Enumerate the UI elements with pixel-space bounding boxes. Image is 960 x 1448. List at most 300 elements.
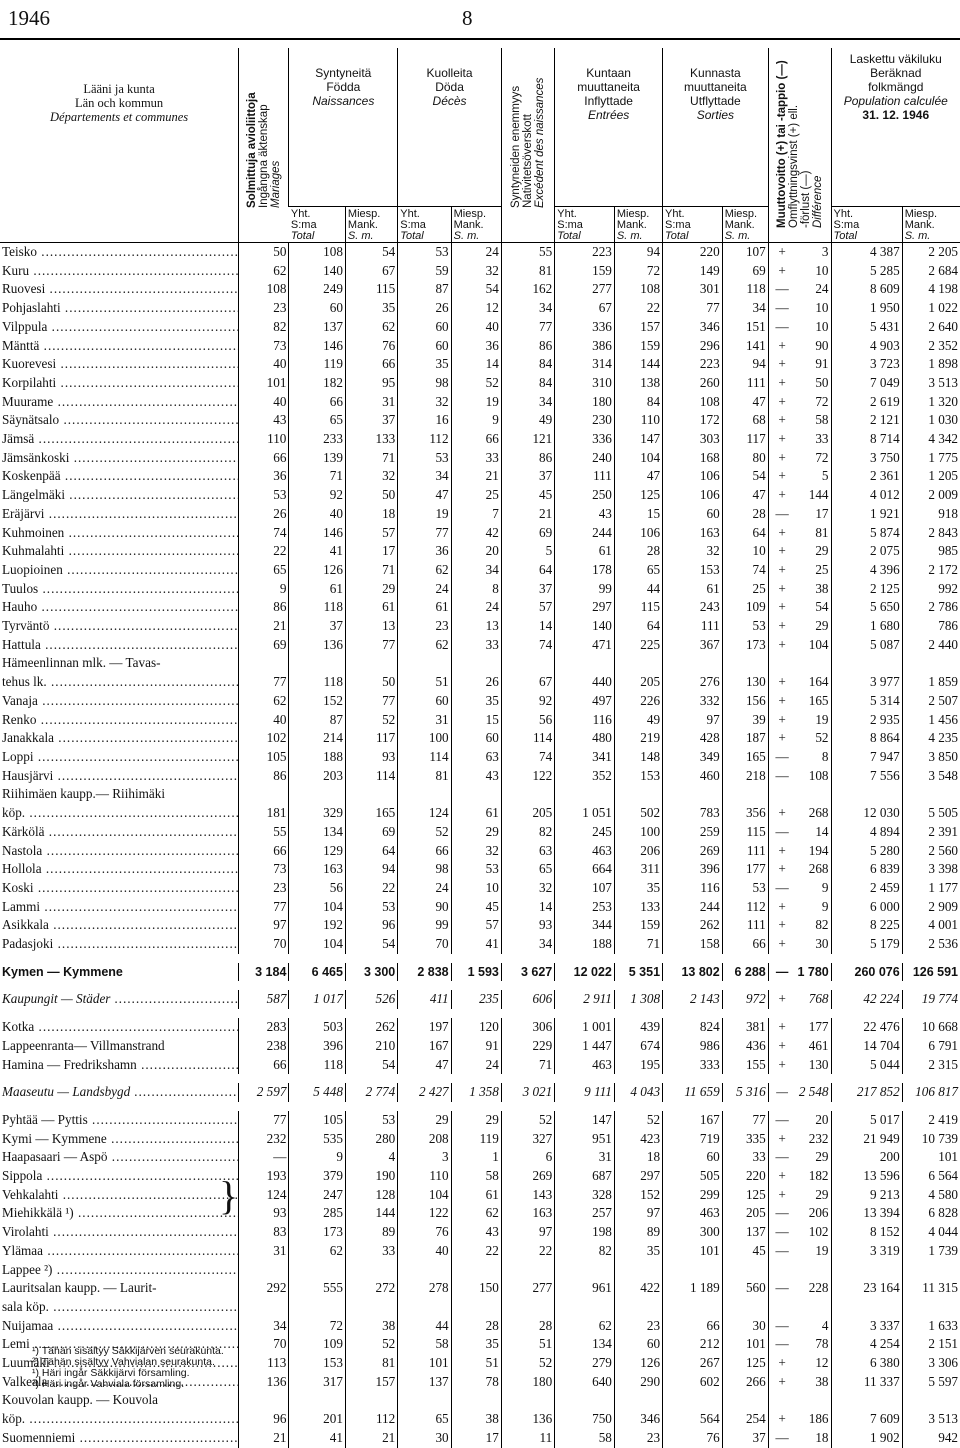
cell-im: 152 [614, 1186, 662, 1205]
cell-bt: 41 [289, 1429, 346, 1448]
cell-dt: 208 [398, 1130, 451, 1149]
cell-df: 8 [821, 748, 829, 764]
statistics-table-wrap [0, 48, 960, 1448]
pop-header-4: Population calculée [843, 94, 948, 108]
cell-pt: 7 947 [831, 748, 902, 767]
births-header [289, 48, 398, 207]
cell-ex: 136 [501, 1410, 554, 1429]
row-name [0, 879, 239, 898]
cell-om: 69 [722, 262, 768, 281]
footnotes [32, 1346, 224, 1390]
row-name-text: Ruovesi ..... [2, 281, 239, 296]
outmig-header-3: Utflyttade [690, 94, 741, 108]
cell-om: 356 [722, 804, 768, 823]
cell-ot [663, 1391, 723, 1410]
cell-bt: 104 [289, 935, 346, 954]
cell-sg: + [768, 486, 795, 505]
cell-pt: 12 030 [831, 804, 902, 823]
row-name [0, 374, 239, 393]
cell-ex: 11 [501, 1429, 554, 1448]
cell-df: 268 [808, 861, 829, 877]
cell-sg: + [768, 467, 795, 486]
deaths-header-fi: Kuolleita [426, 66, 473, 80]
cell-dt: 61 [398, 598, 451, 617]
cell-ot: 303 [663, 430, 723, 449]
cell-pt [831, 1261, 902, 1280]
cell-dm: 45 [451, 898, 501, 917]
cell-it: 62 [555, 1317, 615, 1336]
cell-df: 19 [815, 711, 829, 727]
pop-header-5: 31. 12. 1946 [862, 108, 930, 122]
cell-sg: — [768, 963, 795, 982]
cell-bt: 37 [289, 617, 346, 636]
cell-bm: 280 [345, 1130, 397, 1149]
cell-bt: 192 [289, 916, 346, 935]
cell-pt: 4 012 [831, 486, 902, 505]
cell-ot [663, 785, 723, 804]
cell-sg: + [768, 935, 795, 954]
row-name-text: Kymi — Kymmene ..... [2, 1131, 239, 1146]
cell-pm: 2 151 [902, 1335, 960, 1354]
table-row [0, 1083, 960, 1102]
cell-dt: 124 [398, 804, 451, 823]
cell-pt: 2 121 [831, 411, 902, 430]
cell-ot: 300 [663, 1223, 723, 1242]
cell-im: 205 [614, 673, 662, 692]
cell-bt: 40 [289, 505, 346, 524]
cell-bm: 77 [345, 636, 397, 655]
cell-pt: 3 319 [831, 1242, 902, 1261]
cell-dm: 1 [451, 1148, 501, 1167]
cell-im: 52 [614, 1111, 662, 1130]
cell-df: 29 [815, 1186, 829, 1202]
inmigration-header [555, 48, 663, 207]
cell-dm: 8 [451, 580, 501, 599]
cell-im: 138 [614, 374, 662, 393]
cell-it: 67 [555, 299, 615, 318]
table-row [0, 711, 960, 730]
cell-sg: + [768, 1186, 795, 1205]
cell-it: 352 [555, 767, 615, 786]
cell-pt: 2 935 [831, 711, 902, 730]
cell-ex: 56 [501, 711, 554, 730]
cell-bt: 233 [289, 430, 346, 449]
cell-ot: 269 [663, 842, 723, 861]
cell-dm: 35 [451, 692, 501, 711]
cell-ex: 327 [501, 1130, 554, 1149]
table-row [0, 430, 960, 449]
cell-it: 245 [555, 823, 615, 842]
cell-bt: 60 [289, 299, 346, 318]
row-name [0, 823, 239, 842]
cell-pm: 6 564 [902, 1167, 960, 1186]
cell-bm: 77 [345, 692, 397, 711]
cell-df: 5 [821, 468, 829, 484]
row-name [0, 1204, 239, 1223]
cell-ot: 349 [663, 748, 723, 767]
cell-pt: 3 337 [831, 1317, 902, 1336]
cell-om: 220 [722, 1167, 768, 1186]
cell-df: 81 [815, 524, 829, 540]
cell-mar: 70 [239, 935, 289, 954]
row-name-text: Lemi ..... [2, 1336, 239, 1351]
cell-it: 198 [555, 1223, 615, 1242]
cell-bt: 214 [289, 729, 346, 748]
cell-dt: 59 [398, 262, 451, 281]
cell-dm: 25 [451, 486, 501, 505]
cell-dt [398, 1261, 451, 1280]
cell-pm: 4 342 [902, 430, 960, 449]
cell-pm: 1 775 [902, 449, 960, 468]
cell-om: 155 [722, 1056, 768, 1075]
cell-df [795, 1391, 831, 1410]
cell-dt: 53 [398, 449, 451, 468]
cell-dm: 34 [451, 561, 501, 580]
cell-bm: 64 [345, 842, 397, 861]
cell-mar: 9 [239, 580, 289, 599]
cell-ex: 163 [501, 1204, 554, 1223]
cell-df: 78 [815, 1336, 829, 1352]
cell-df: 91 [815, 356, 829, 372]
cell-bt: 136 [289, 636, 346, 655]
table-body [0, 243, 960, 1448]
cell-sg: — [768, 879, 795, 898]
cell-df: 164 [808, 674, 829, 690]
row-name-text: Mänttä ..... [2, 338, 239, 353]
cell-it: 134 [555, 1335, 615, 1354]
cell-mar: 77 [239, 898, 289, 917]
cell-mar: 83 [239, 1223, 289, 1242]
row-name [0, 1317, 239, 1336]
cell-om: 254 [722, 1410, 768, 1429]
cell-pt: 260 076 [831, 963, 902, 982]
cell-bt: 118 [289, 1056, 346, 1075]
cell-dt: 76 [398, 1223, 451, 1242]
cell-bt: 105 [289, 1111, 346, 1130]
cell-im: 219 [614, 729, 662, 748]
cell-im: 311 [614, 860, 662, 879]
cell-pm: 10 739 [902, 1130, 960, 1149]
cell-bm: 81 [345, 1354, 397, 1373]
row-name [0, 842, 239, 861]
table-row [0, 467, 960, 486]
row-name-text: tehus lk. ..... [2, 674, 239, 689]
cell-bm: 32 [345, 467, 397, 486]
cell-sg: + [768, 898, 795, 917]
cell-pt: 5 087 [831, 636, 902, 655]
cell-pm: 2 419 [902, 1111, 960, 1130]
row-name-text: Vanaja ..... [2, 693, 239, 708]
cell-dt: 53 [398, 243, 451, 262]
cell-it: 297 [555, 598, 615, 617]
row-name-text: köp. ..... [2, 805, 239, 820]
cell-dm: 54 [451, 280, 501, 299]
row-name [0, 486, 239, 505]
row-name [0, 860, 239, 879]
cell-pt: 217 852 [831, 1083, 902, 1102]
cell-mar: 101 [239, 374, 289, 393]
cell-om: 173 [722, 636, 768, 655]
cell-sg: + [768, 729, 795, 748]
cell-ex: 34 [501, 935, 554, 954]
row-name-text: Kuhmoinen ..... [2, 525, 239, 540]
table-row [0, 337, 960, 356]
cell-sg: + [768, 636, 795, 655]
table-row [0, 1391, 960, 1410]
cell-ex: 86 [501, 337, 554, 356]
cell-mar: 66 [239, 842, 289, 861]
table-row [0, 1018, 960, 1037]
cell-it: 336 [555, 430, 615, 449]
cell-dt: 100 [398, 729, 451, 748]
cell-dt: 197 [398, 1018, 451, 1037]
cell-dt: 36 [398, 542, 451, 561]
cell-df: 52 [815, 730, 829, 746]
cell-df: 1 780 [797, 964, 829, 979]
cell-it: 341 [555, 748, 615, 767]
cell-sg: + [768, 1130, 795, 1149]
top-rule [0, 38, 960, 40]
cell-mar: 53 [239, 486, 289, 505]
cell-dm: 51 [451, 1354, 501, 1373]
cell-im: 106 [614, 524, 662, 543]
row-name-text: Loppi ..... [2, 749, 239, 764]
cell-sg: — [768, 823, 795, 842]
cell-bm: 95 [345, 374, 397, 393]
births-total-header: Yht. S:ma Total [289, 207, 346, 243]
row-name-text: Miehikkälä ¹) ..... [2, 1205, 239, 1220]
cell-dt [398, 654, 451, 673]
cell-df: 10 [815, 318, 829, 334]
table-row [0, 879, 960, 898]
cell-dm: 150 [451, 1279, 501, 1298]
cell-sg [768, 1298, 795, 1317]
row-name-text: Koskenpää ..... [2, 468, 239, 483]
cell-ot: 396 [663, 860, 723, 879]
cell-mar: 62 [239, 262, 289, 281]
cell-om [722, 654, 768, 673]
cell-dt: 24 [398, 580, 451, 599]
cell-bt: 153 [289, 1354, 346, 1373]
cell-it: 257 [555, 1204, 615, 1223]
cell-pm: 992 [902, 580, 960, 599]
cell-im: 159 [614, 337, 662, 356]
spacer-cell [0, 1009, 960, 1018]
region-header [0, 48, 239, 243]
cell-pt: 1 950 [831, 299, 902, 318]
cell-om: 111 [722, 842, 768, 861]
cell-ex: 306 [501, 1018, 554, 1037]
cell-pt: 8 864 [831, 729, 902, 748]
cell-ot: 167 [663, 1111, 723, 1130]
cell-ex: 84 [501, 374, 554, 393]
cell-sg: + [768, 1354, 795, 1373]
table-row [0, 1242, 960, 1261]
row-name-text: Haapasaari — Aspö ..... [2, 1149, 239, 1164]
cell-dt: 60 [398, 318, 451, 337]
cell-om: 53 [722, 879, 768, 898]
cell-ot: 333 [663, 1056, 723, 1075]
cell-bt: 5 448 [289, 1083, 346, 1102]
cell-pt: 6 380 [831, 1354, 902, 1373]
cell-pm: 1 456 [902, 711, 960, 730]
cell-im: 502 [614, 804, 662, 823]
cell-im: 89 [614, 1223, 662, 1242]
cell-ot: 158 [663, 935, 723, 954]
cell-ex: 32 [501, 879, 554, 898]
cell-im: 133 [614, 898, 662, 917]
cell-bm: 33 [345, 1242, 397, 1261]
cell-sg: + [768, 1037, 795, 1056]
cell-ex [501, 785, 554, 804]
cell-pt: 7 556 [831, 767, 902, 786]
cell-dt: 44 [398, 1317, 451, 1336]
cell-mar: 74 [239, 524, 289, 543]
cell-it: 223 [555, 243, 615, 262]
cell-om [722, 1298, 768, 1317]
cell-mar: 102 [239, 729, 289, 748]
cell-bm: 117 [345, 729, 397, 748]
cell-df: 182 [808, 1168, 829, 1184]
cell-it: 250 [555, 486, 615, 505]
cell-it: 687 [555, 1167, 615, 1186]
cell-dm: 32 [451, 262, 501, 281]
cell-dt [398, 785, 451, 804]
cell-dt: 60 [398, 337, 451, 356]
cell-dm [451, 1298, 501, 1317]
row-name-text: Suomenniemi ..... [2, 1430, 239, 1445]
difference-header [768, 48, 831, 243]
cell-bm: 96 [345, 916, 397, 935]
cell-ex: 28 [501, 1317, 554, 1336]
cell-sg: + [768, 561, 795, 580]
cell-bm: 94 [345, 860, 397, 879]
cell-dm: 60 [451, 729, 501, 748]
cell-pt: 4 254 [831, 1335, 902, 1354]
cell-bm: 3 300 [345, 963, 397, 982]
cell-ex: 51 [501, 1335, 554, 1354]
cell-sg: + [768, 617, 795, 636]
cell-om: 130 [722, 673, 768, 692]
cell-ex [501, 1261, 554, 1280]
row-name [0, 393, 239, 412]
table-row [0, 1410, 960, 1429]
cell-df: 24 [815, 281, 829, 297]
cell-pm: 5 597 [902, 1373, 960, 1392]
cell-bm [345, 1298, 397, 1317]
cell-im: 23 [614, 1317, 662, 1336]
cell-ex: 162 [501, 280, 554, 299]
cell-pt: 21 949 [831, 1130, 902, 1149]
cell-dm: 9 [451, 411, 501, 430]
table-row [0, 280, 960, 299]
cell-df: 108 [808, 767, 829, 783]
table-row [0, 1261, 960, 1280]
cell-ex: 269 [501, 1167, 554, 1186]
cell-pt: 22 476 [831, 1018, 902, 1037]
table-row [0, 411, 960, 430]
cell-im: 35 [614, 879, 662, 898]
cell-it: 2 911 [555, 990, 615, 1009]
cell-dm: 17 [451, 1429, 501, 1448]
row-name [0, 1111, 239, 1130]
cell-ex: 97 [501, 1223, 554, 1242]
cell-bm: 71 [345, 561, 397, 580]
cell-sg: + [768, 430, 795, 449]
cell-sg [768, 1261, 795, 1280]
cell-om: 64 [722, 524, 768, 543]
cell-pm: 3 306 [902, 1354, 960, 1373]
cell-om [722, 785, 768, 804]
cell-mar: 238 [239, 1037, 289, 1056]
cell-pm: 3 548 [902, 767, 960, 786]
cell-ot [663, 1261, 723, 1280]
cell-bt: 65 [289, 411, 346, 430]
cell-dt [398, 1298, 451, 1317]
cell-bm: 21 [345, 1429, 397, 1448]
table-row [0, 692, 960, 711]
cell-ot: 106 [663, 486, 723, 505]
table-row [0, 617, 960, 636]
cell-it [555, 1261, 615, 1280]
cell-dt: 58 [398, 1335, 451, 1354]
cell-sg: + [768, 673, 795, 692]
cell-dm: 22 [451, 1242, 501, 1261]
cell-mar: 3 184 [239, 963, 289, 982]
cell-dm: 1 593 [451, 963, 501, 982]
cell-im: 422 [614, 1279, 662, 1298]
cell-bm: 67 [345, 262, 397, 281]
cell-ot: 299 [663, 1186, 723, 1205]
cell-ot: 153 [663, 561, 723, 580]
cell-ex: 277 [501, 1279, 554, 1298]
cell-dt: 81 [398, 767, 451, 786]
cell-it: 253 [555, 898, 615, 917]
row-name [0, 654, 239, 673]
cell-om: 37 [722, 1429, 768, 1448]
cell-pm: 106 817 [902, 1083, 960, 1102]
cell-dt: 32 [398, 393, 451, 412]
cell-om: 109 [722, 598, 768, 617]
cell-mar [239, 785, 289, 804]
cell-ot [663, 654, 723, 673]
cell-df: 50 [815, 374, 829, 390]
cell-ex: 3 021 [501, 1083, 554, 1102]
cell-dt: 66 [398, 842, 451, 861]
row-name-text: Muurame ..... [2, 394, 239, 409]
cell-im: 28 [614, 542, 662, 561]
cell-bm: 53 [345, 1111, 397, 1130]
cell-bt: 247 [289, 1186, 346, 1205]
cell-pm: 2 009 [902, 486, 960, 505]
cell-pt [831, 1298, 902, 1317]
row-name-text: Hattula ..... [2, 637, 239, 652]
cell-ot: 212 [663, 1335, 723, 1354]
row-name-text: Jämsä ..... [2, 431, 239, 446]
row-name-text: Nuijamaa ..... [2, 1318, 239, 1333]
deaths-header-fr: Décès [432, 94, 467, 108]
cell-dm: 57 [451, 916, 501, 935]
cell-bm: 133 [345, 430, 397, 449]
cell-df: 186 [808, 1411, 829, 1427]
cell-pt: 3 723 [831, 355, 902, 374]
cell-df: 30 [815, 936, 829, 952]
cell-pm: 1 022 [902, 299, 960, 318]
row-name [0, 1298, 239, 1317]
cell-sg: — [768, 1148, 795, 1167]
cell-dt: 2 838 [398, 963, 451, 982]
cell-df: 3 [821, 244, 829, 259]
